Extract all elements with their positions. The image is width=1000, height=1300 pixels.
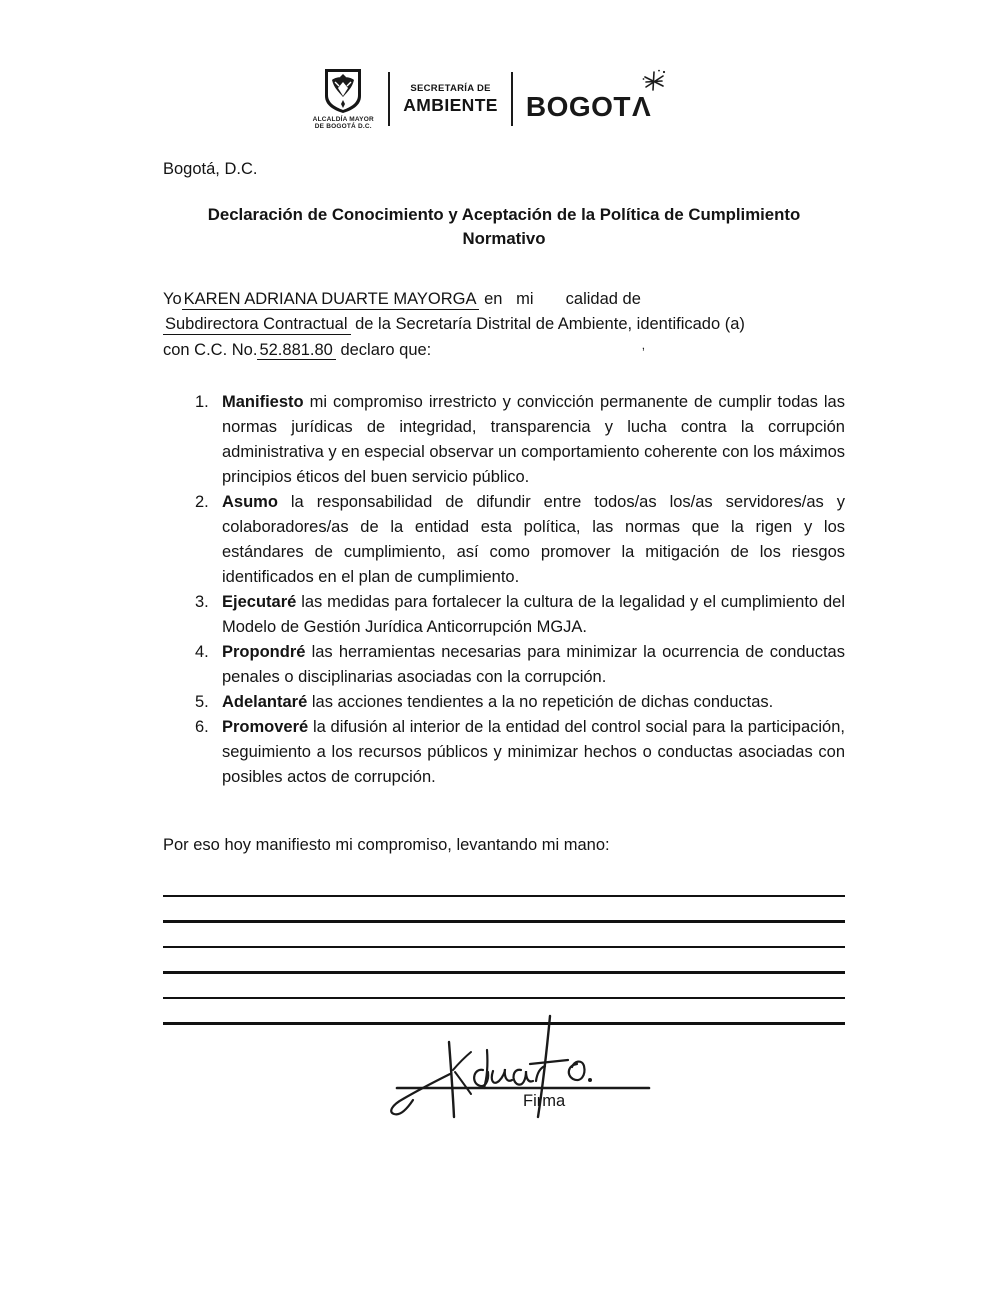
document-title (163, 203, 845, 251)
bogota-lambda-glyph: Λ (632, 91, 651, 122)
intro-line1 (163, 287, 845, 312)
intro-line3 (163, 338, 845, 363)
firma-label: Firma (523, 1092, 566, 1110)
intro-mid1: en mi calidad de (484, 290, 641, 308)
handwritten-signature (387, 1008, 657, 1133)
intro-line2 (163, 312, 845, 337)
signature-area (387, 1008, 657, 1133)
ruled-line (163, 971, 845, 974)
item-lead-word: Asumo (222, 493, 278, 511)
ruled-line (163, 895, 845, 897)
cc-prefix: con C.C. No. (163, 340, 258, 359)
item-number: 5. (195, 693, 209, 711)
declarant-role: Subdirectora Contractual (163, 315, 351, 335)
item-text (222, 640, 845, 690)
item-body: las medidas para fortalecer la cultura de la legalidad y el cumplimiento del Modelo de Gestión Jurídica Anticorrupción MGJA. (222, 593, 845, 636)
bogota-wordmark: BOGOT (525, 91, 632, 122)
intro-suffix: declaro que: (340, 340, 432, 359)
item-body: las herramientas necesarias para minimizar la ocurrencia de conductas penales o disciplinarias asociadas con la corrupción. (222, 643, 845, 686)
item-text (222, 390, 845, 490)
item-lead-word: Adelantaré (222, 693, 308, 711)
item-lead-word: Manifiesto (222, 393, 304, 411)
item-number: 1. (195, 393, 209, 411)
item-text (222, 490, 845, 590)
title-line1: Declaración de Conocimiento y Aceptación de la Política de Cumplimiento (207, 205, 801, 224)
declaration-list (195, 390, 845, 790)
declaration-item (195, 590, 845, 640)
item-number: 6. (195, 718, 209, 736)
declaration-item (195, 490, 845, 590)
letter-body (163, 0, 845, 1300)
item-text (222, 690, 845, 715)
intro-prefix: Yo (163, 290, 182, 308)
city-line: Bogotá, D.C. (163, 160, 258, 178)
alcaldia-caption-line2: DE BOGOTÁ D.C. (314, 123, 372, 130)
item-body: la responsabilidad de difundir entre todos/as los/as servidores/as y colaboradores/as de la entidad esta política, las normas que la rigen y los estándares de cumplimiento, así como promover la mitigación de los riesgos identificados en el plan de cumplimiento. (222, 493, 845, 586)
ruled-line (163, 920, 845, 923)
item-body: la difusión al interior de la entidad del control social para la participación, seguimiento a los recursos públicos y minimizar hechos o conductas asociadas con posibles actos de corrupción. (222, 718, 845, 786)
ambiente-label: AMBIENTE (403, 94, 498, 115)
item-number: 4. (195, 643, 209, 661)
title-line2: Normativo (462, 229, 546, 248)
item-body: mi compromiso irrestricto y convicción permanente de cumplir todas las normas jurídicas de integridad, transparencia y lucha contra la corrupción administrativa y en especial observar un comportamiento coherente con los máximos principios éticos del buen servicio público. (222, 393, 845, 486)
item-lead-word: Ejecutaré (222, 593, 297, 611)
secretaria-de-label: SECRETARÍA DE (410, 82, 491, 94)
declaration-item (195, 640, 845, 690)
declaration-item (195, 715, 845, 790)
item-text (222, 590, 845, 640)
alcaldia-caption-line1: ALCALDÍA MAYOR (312, 115, 374, 123)
signature-period-dot (588, 1078, 592, 1082)
declarant-name: KAREN ADRIANA DUARTE MAYORGA (182, 290, 480, 310)
cc-number: 52.881.80 (257, 341, 335, 361)
declaration-item (195, 690, 845, 715)
item-body: las acciones tendientes a la no repetición de dichas conductas. (311, 693, 774, 711)
closing-line: Por eso hoy manifiesto mi compromiso, levantando mi mano: (163, 836, 610, 854)
item-number: 3. (195, 593, 209, 611)
ruled-line (163, 997, 845, 999)
item-lead-word: Promoveré (222, 718, 309, 736)
declaration-item (195, 390, 845, 490)
intro-paragraph (163, 287, 845, 363)
scan-artifact: ʼ (642, 345, 645, 360)
item-text (222, 715, 845, 790)
ruled-line (163, 946, 845, 948)
item-lead-word: Propondré (222, 643, 306, 661)
intro-mid2: de la Secretaría Distrital de Ambiente, identificado (a) (355, 315, 745, 334)
item-number: 2. (195, 493, 209, 511)
